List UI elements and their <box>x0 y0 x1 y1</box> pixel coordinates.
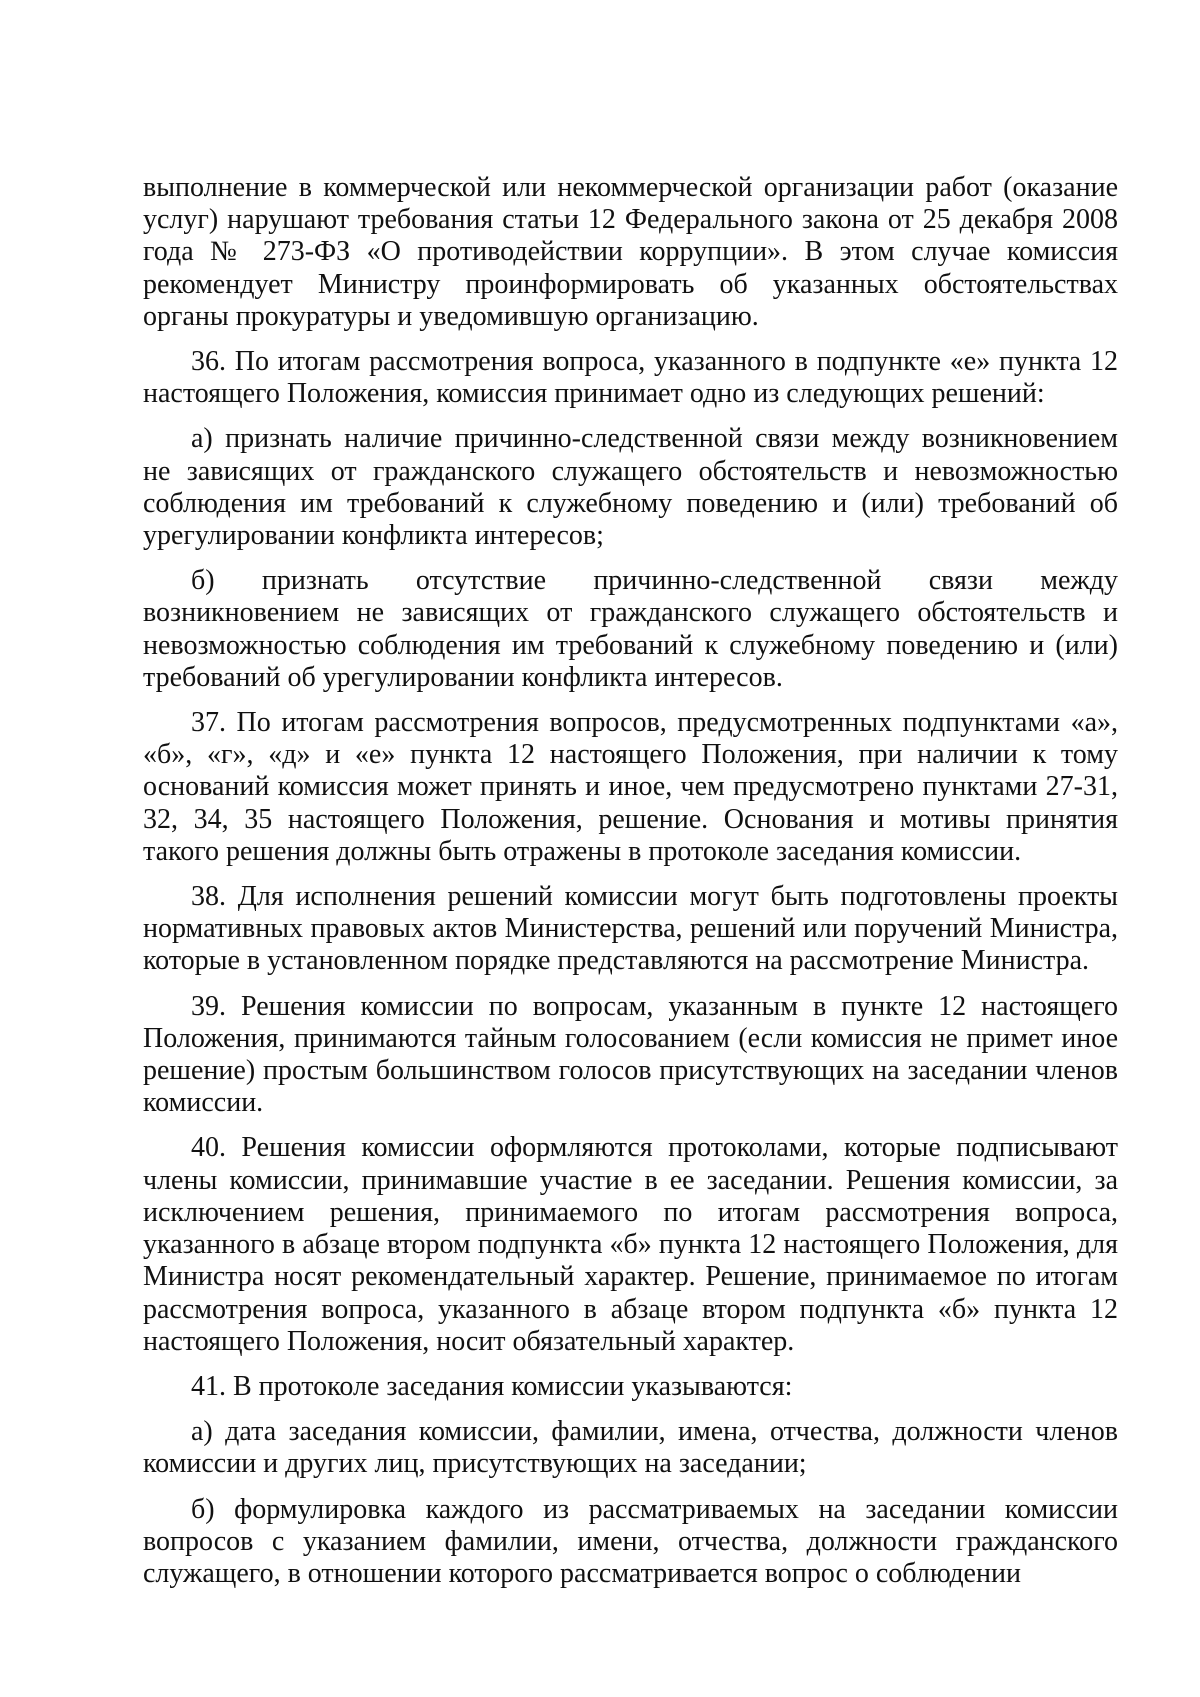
paragraph-41-a: а) дата заседания комиссии, фамилии, имена, отчества, должности членов комиссии и других лиц, присутствующих на заседании; <box>143 1416 1118 1480</box>
paragraph-41-b: б) формулировка каждого из рассматриваемых на заседании комиссии вопросов с указанием фамилии, имени, отчества, должности гражданского служащего, в отношении которого рассматривается вопрос о соблюдении <box>143 1493 1118 1589</box>
paragraph-continuation: выполнение в коммерческой или некоммерческой организации работ (оказание услуг) нарушают требования статьи 12 Федерального закона от 25 декабря 2008 года № 273-ФЗ «О противодействии коррупции». В этом случае комиссия рекомендует Министру проинформировать об указанных обстоятельствах органы прокуратуры и уведомившую организацию. <box>143 172 1118 332</box>
paragraph-38: 38. Для исполнения решений комиссии могут быть подготовлены проекты нормативных правовых актов Министерства, решений или поручений Министра, которые в установленном порядке представляются на рассмотрение Министра. <box>143 881 1118 977</box>
paragraph-39: 39. Решения комиссии по вопросам, указанным в пункте 12 настоящего Положения, принимаются тайным голосованием (если комиссия не примет иное решение) простым большинством голосов присутствующих на заседании членов комиссии. <box>143 990 1118 1119</box>
paragraph-36: 36. По итогам рассмотрения вопроса, указанного в подпункте «е» пункта 12 настоящего Положения, комиссия принимает одно из следующих решений: <box>143 346 1118 410</box>
paragraph-40: 40. Решения комиссии оформляются протоколами, которые подписывают члены комиссии, принимавшие участие в ее заседании. Решения комиссии, за исключением решения, принимаемого по итогам рассмотрения вопроса, указанного в абзаце втором подпункта «б» пункта 12 настоящего Положения, для Министра носят рекомендательный характер. Решение, принимаемое по итогам рассмотрения вопроса, указанного в абзаце втором подпункта «б» пункта 12 настоящего Положения, носит обязательный характер. <box>143 1132 1118 1357</box>
paragraph-36-b: б) признать отсутствие причинно-следственной связи между возникновением не зависящих от гражданского служащего обстоятельств и невозможностью соблюдения им требований к служебному поведению и (или) требований об урегулировании конфликта интересов. <box>143 565 1118 693</box>
paragraph-41: 41. В протоколе заседания комиссии указываются: <box>191 1370 793 1402</box>
document-body <box>143 172 1118 1603</box>
paragraph-36-a: а) признать наличие причинно-следственной связи между возникновением не зависящих от гражданского служащего обстоятельств и невозможностью соблюдения им требований к служебному поведению и (или) требований об урегулировании конфликта интересов; <box>143 423 1118 552</box>
paragraph-37: 37. По итогам рассмотрения вопросов, предусмотренных подпунктами «а», «б», «г», «д» и «е» пункта 12 настоящего Положения, при наличии к тому оснований комиссия может принять и иное, чем предусмотрено пунктами 27-31, 32, 34, 35 настоящего Положения, решение. Основания и мотивы принятия такого решения должны быть отражены в протоколе заседания комиссии. <box>143 707 1118 867</box>
